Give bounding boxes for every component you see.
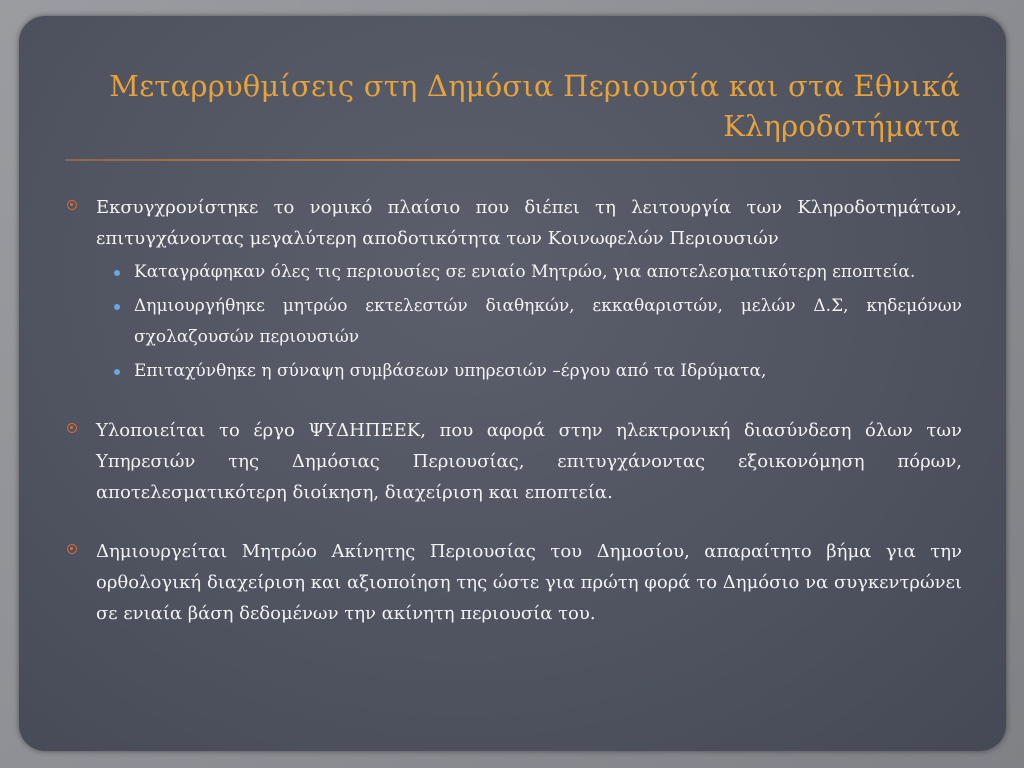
sub-bullet-text: Καταγράφηκαν όλες τις περιουσίες σε ενιαίο Μητρώο, για αποτελεσματικότερη εποπτεία.	[134, 262, 916, 282]
bullet-text: Εκσυγχρονίστηκε το νομικό πλαίσιο που διέπει τη λειτουργία των Κληροδοτημάτων, επιτυγχάνοντας μεγαλύτερη αποδοτικότητα των Κοινωφελών Περιουσιών	[96, 197, 962, 249]
sub-bullet-item	[64, 291, 962, 353]
slide	[19, 16, 1006, 751]
bullet-item	[64, 536, 962, 629]
circle-bullet-icon	[67, 423, 77, 433]
spacer	[64, 387, 962, 415]
slide-title-line-1: Μεταρρυθμίσεις στη Δημόσια Περιουσία και στα Εθνικά	[109, 69, 960, 103]
circle-bullet-icon	[67, 544, 77, 554]
sub-bullet-item	[64, 356, 962, 387]
bullet-text: Δημιουργείται Μητρώο Ακίνητης Περιουσίας του Δημοσίου, απαραίτητο βήμα για την ορθολογική διαχείριση και αξιοποίηση της ώστε για πρώτη φορά το Δημόσιο να συγκεντρώνει σε ενιαία βάση δεδομένων την ακίνητη περιουσία του.	[96, 541, 962, 624]
dot-bullet-icon	[114, 304, 120, 310]
sub-bullet-item	[64, 257, 962, 288]
slide-title	[80, 66, 960, 146]
slide-content	[64, 192, 962, 629]
dot-bullet-icon	[114, 369, 120, 375]
circle-bullet-icon	[67, 200, 77, 210]
sub-bullet-text: Επιταχύνθηκε η σύναψη συμβάσεων υπηρεσιών –έργου από τα Ιδρύματα,	[134, 361, 767, 381]
slide-title-line-2: Κληροδοτήματα	[723, 109, 960, 143]
bullet-item	[64, 415, 962, 508]
sub-bullet-text: Δημιουργήθηκε μητρώο εκτελεστών διαθηκών, εκκαθαριστών, μελών Δ.Σ, κηδεμόνων σχολαζουσών περιουσιών	[134, 296, 962, 347]
title-divider	[65, 159, 960, 161]
bullet-text: Υλοποιείται το έργο ΨΥΔΗΠΕΕΚ, που αφορά στην ηλεκτρονική διασύνδεση όλων των Υπηρεσιών της Δημόσιας Περιουσίας, επιτυγχάνοντας εξοικονόμηση πόρων, αποτελεσματικότερη διοίκηση, διαχείριση και εποπτεία.	[96, 420, 962, 503]
dot-bullet-icon	[114, 270, 120, 276]
bullet-item	[64, 192, 962, 254]
spacer	[64, 508, 962, 536]
